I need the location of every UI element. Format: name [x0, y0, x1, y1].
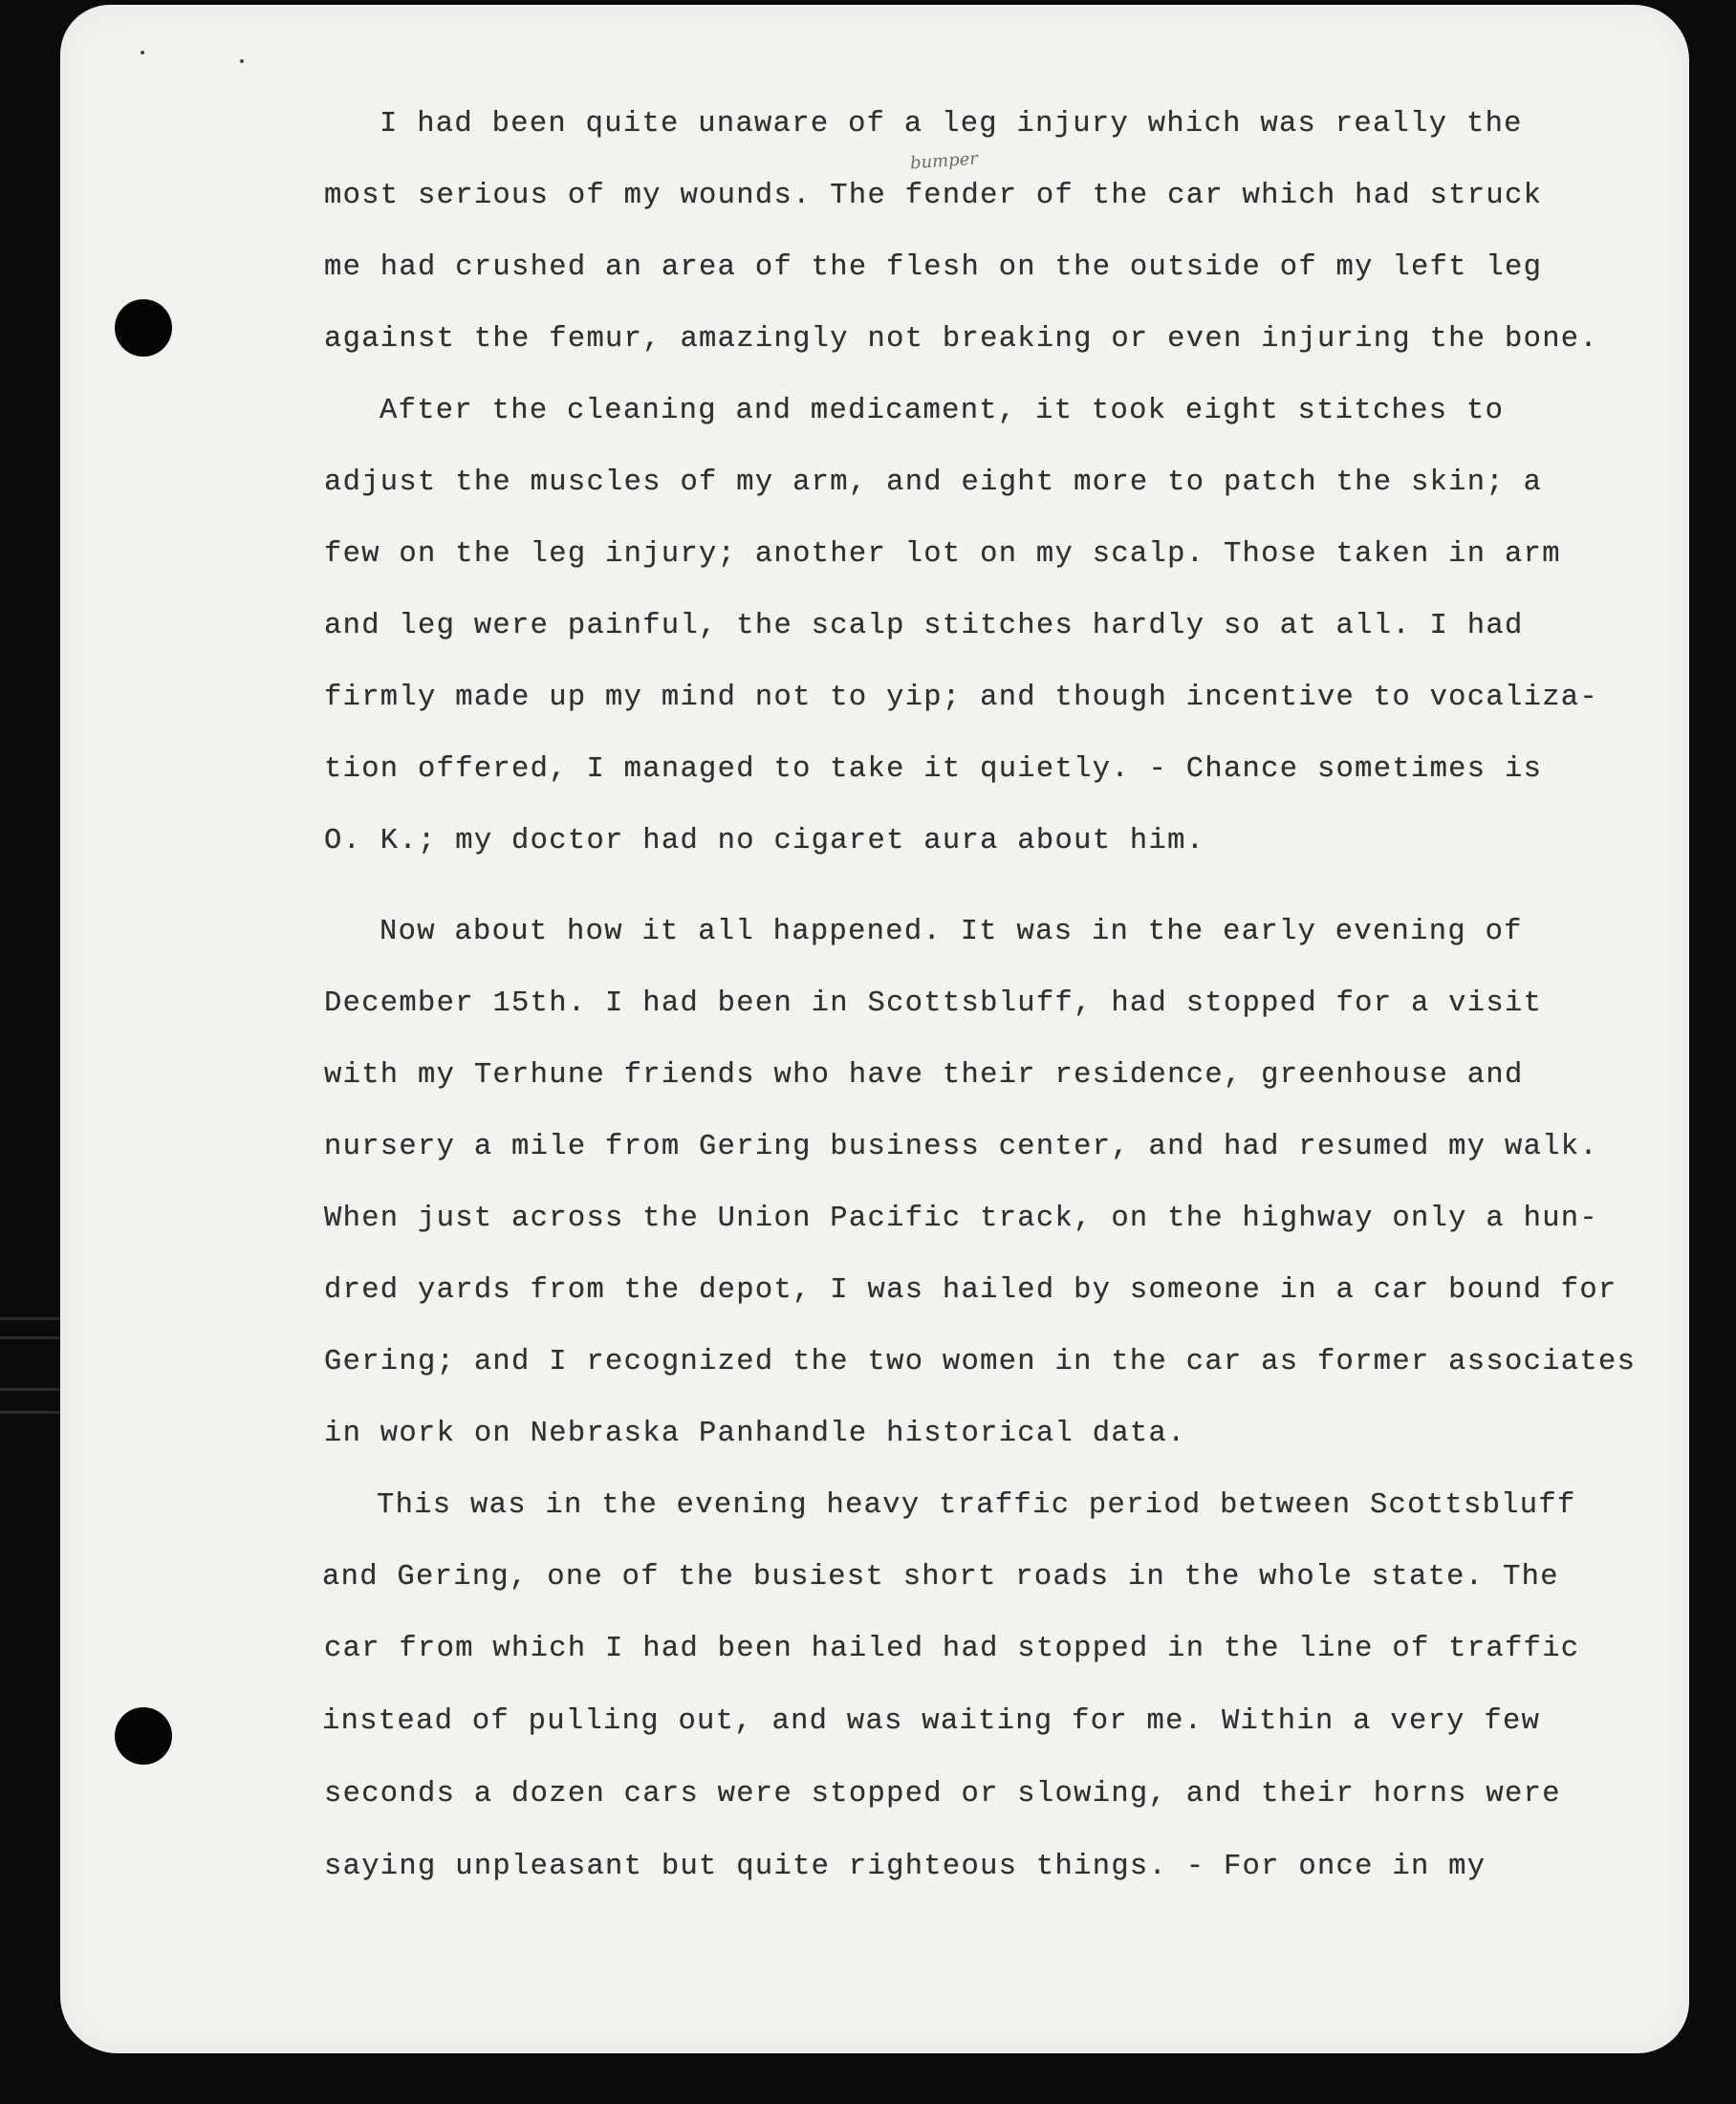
text-line: I had been quite unaware of a leg injury which was really the — [380, 108, 1523, 141]
handwritten-annotation: bumper — [909, 148, 979, 174]
text-line: few on the leg injury; another lot on my scalp. Those taken in arm — [324, 538, 1561, 571]
text-line: tion offered, I managed to take it quietly. - Chance sometimes is — [324, 753, 1543, 786]
text-line: me had crushed an area of the flesh on the outside of my left leg — [324, 251, 1543, 284]
text-line: After the cleaning and medicament, it took eight stitches to — [380, 395, 1505, 427]
text-line: with my Terhune friends who have their residence, greenhouse and — [324, 1059, 1524, 1092]
text-line: dred yards from the depot, I was hailed by someone in a car bound for — [324, 1274, 1617, 1307]
text-line: and Gering, one of the busiest short roads in the whole state. The — [322, 1561, 1559, 1594]
text-line: Gering; and I recognized the two women in the car as former associates — [324, 1346, 1637, 1378]
typed-text — [60, 5, 1689, 2053]
text-line: most serious of my wounds. The fender of the car which had struck — [324, 180, 1543, 212]
text-line: car from which I had been hailed had stopped in the line of traffic — [324, 1633, 1580, 1665]
text-line: Now about how it all happened. It was in the early evening of — [380, 916, 1523, 948]
text-line: and leg were painful, the scalp stitches hardly so at all. I had — [324, 610, 1524, 642]
text-line: seconds a dozen cars were stopped or slowing, and their horns were — [324, 1778, 1561, 1811]
text-line: When just across the Union Pacific track, on the highway only a hun- — [324, 1203, 1599, 1235]
scan-band — [0, 1411, 67, 1414]
text-line: December 15th. I had been in Scottsbluff, had stopped for a visit — [324, 987, 1543, 1020]
text-line: instead of pulling out, and was waiting for me. Within a very few — [322, 1705, 1541, 1738]
text-line: saying unpleasant but quite righteous things. - For once in my — [324, 1851, 1486, 1883]
text-line: adjust the muscles of my arm, and eight more to patch the skin; a — [324, 466, 1543, 499]
scan-band — [0, 1336, 67, 1339]
scan-band — [0, 1317, 67, 1320]
scan-band — [0, 1388, 67, 1391]
text-line: in work on Nebraska Panhandle historical data. — [324, 1418, 1186, 1450]
text-line: firmly made up my mind not to yip; and though incentive to vocaliza- — [324, 682, 1599, 714]
text-line: nursery a mile from Gering business center, and had resumed my walk. — [324, 1131, 1599, 1163]
typewritten-sheet — [60, 5, 1689, 2053]
text-line: O. K.; my doctor had no cigaret aura about him. — [324, 825, 1205, 857]
text-line: This was in the evening heavy traffic period between Scottsbluff — [377, 1489, 1576, 1522]
text-line: against the femur, amazingly not breaking or even injuring the bone. — [324, 323, 1599, 356]
